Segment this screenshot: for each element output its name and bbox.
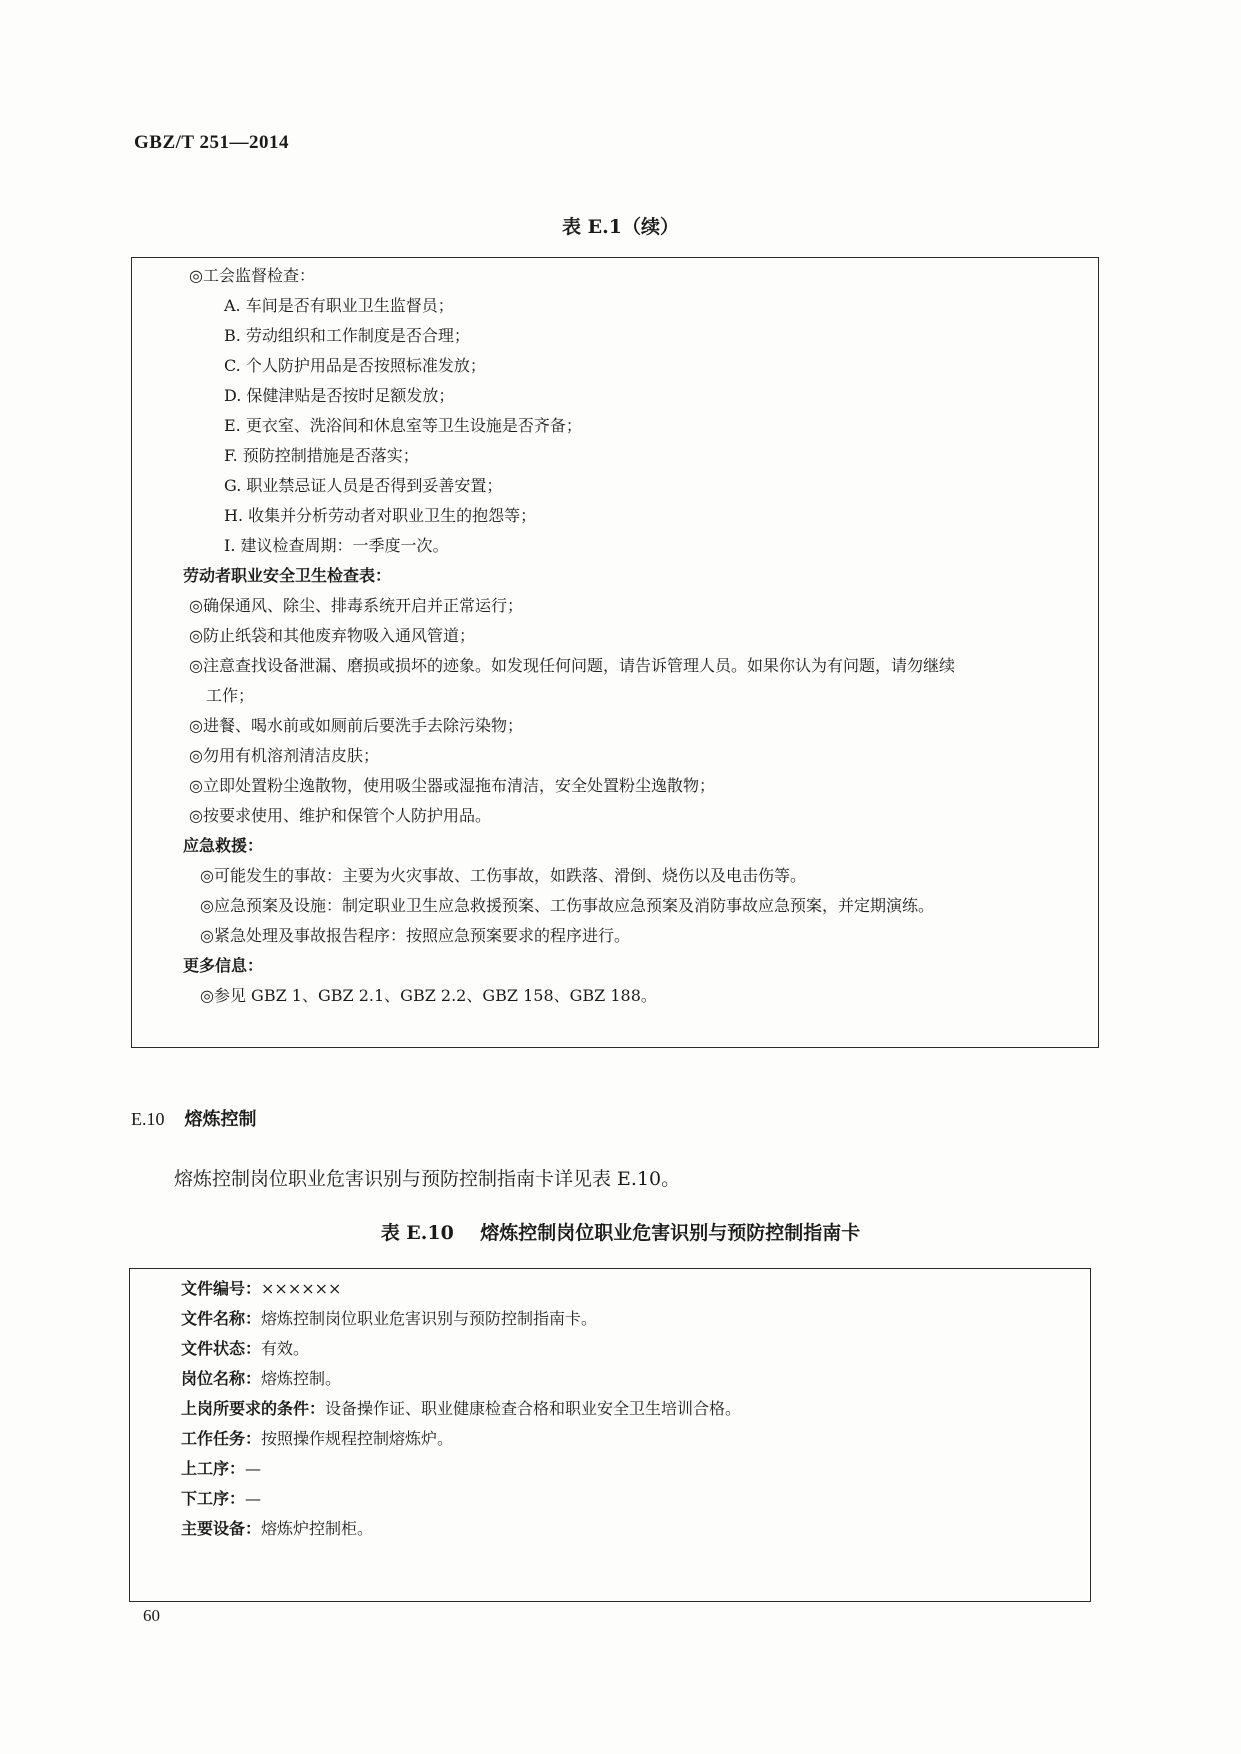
- field-value: —: [245, 1459, 262, 1478]
- field-label: 主要设备：: [181, 1519, 262, 1538]
- list-item: B. 劳动组织和工作制度是否合理；: [224, 326, 470, 345]
- section-heading: [131, 1105, 257, 1131]
- list-item: A. 车间是否有职业卫生监督员；: [224, 296, 454, 315]
- page-number: 60: [143, 1606, 160, 1625]
- table-e10-box: [129, 1268, 1091, 1602]
- list-item: H. 收集并分析劳动者对职业卫生的抱怨等；: [224, 506, 537, 525]
- field-label: 下工序：: [181, 1489, 246, 1508]
- list-item: ◎应急预案及设施：制定职业卫生应急救援预案、工伤事故应急预案及消防事故应急预案，并定期演练。: [200, 896, 934, 915]
- table-row: [181, 1459, 261, 1479]
- field-value: 有效。: [261, 1339, 310, 1358]
- table-row: [181, 1429, 453, 1449]
- more-info-title: 更多信息：: [183, 956, 264, 975]
- list-item: D. 保健津贴是否按时足额发放；: [224, 386, 455, 405]
- field-value: 设备操作证、职业健康检查合格和职业安全卫生培训合格。: [325, 1399, 742, 1418]
- table-row: [181, 1489, 261, 1509]
- field-label: 文件编号：: [181, 1279, 262, 1298]
- field-label: 文件状态：: [181, 1339, 262, 1358]
- list-item: ◎勿用有机溶剂清洁皮肤；: [189, 746, 379, 765]
- field-value: 熔炼炉控制柜。: [261, 1519, 374, 1538]
- list-item: ◎参见 GBZ 1、GBZ 2.1、GBZ 2.2、GBZ 158、GBZ 188。: [200, 986, 657, 1005]
- list-item: ◎进餐、喝水前或如厕前后要洗手去除污染物；: [189, 716, 523, 735]
- table-row: [181, 1339, 309, 1359]
- field-value: —: [245, 1489, 262, 1508]
- list-item: I. 建议检查周期：一季度一次。: [224, 536, 449, 555]
- section-title: 熔炼控制: [184, 1109, 257, 1130]
- table-e10-caption: 表 E.10 熔炼控制岗位职业危害识别与预防控制指南卡: [380, 1222, 861, 1244]
- table-row: [181, 1309, 597, 1329]
- worker-checklist-title: 劳动者职业安全卫生检查表：: [183, 566, 392, 585]
- table-row: [181, 1399, 741, 1419]
- table-e1-caption: 表 E.1（续）: [562, 216, 679, 238]
- field-value: 熔炼控制。: [261, 1369, 342, 1388]
- field-label: 工作任务：: [181, 1429, 262, 1448]
- union-supervision-title: ◎工会监督检查：: [189, 266, 315, 285]
- section-number: E.10: [131, 1109, 165, 1129]
- table-row: [181, 1369, 341, 1389]
- list-item: C. 个人防护用品是否按照标准发放；: [224, 356, 486, 375]
- list-item: ◎紧急处理及事故报告程序：按照应急预案要求的程序进行。: [200, 926, 630, 945]
- list-item: ◎立即处置粉尘逸散物，使用吸尘器或湿拖布清洁，安全处置粉尘逸散物；: [189, 776, 715, 795]
- section-paragraph: 熔炼控制岗位职业危害识别与预防控制指南卡详见表 E.10。: [174, 1168, 681, 1190]
- list-item: F. 预防控制措施是否落实；: [224, 446, 419, 465]
- field-label: 岗位名称：: [181, 1369, 262, 1388]
- document-code: GBZ/T 251—2014: [134, 132, 289, 153]
- field-label: 上岗所要求的条件：: [181, 1399, 326, 1418]
- list-item: ◎防止纸袋和其他废弃物吸入通风管道；: [189, 626, 475, 645]
- field-value: ××××××: [261, 1279, 342, 1298]
- list-item: E. 更衣室、洗浴间和休息室等卫生设施是否齐备；: [224, 416, 582, 435]
- field-label: 文件名称：: [181, 1309, 262, 1328]
- list-item: ◎注意查找设备泄漏、磨损或损坏的迹象。如发现任何问题，请告诉管理人员。如果你认为有问题，请勿继续: [189, 656, 955, 675]
- field-label: 上工序：: [181, 1459, 246, 1478]
- field-value: 按照操作规程控制熔炼炉。: [261, 1429, 454, 1448]
- list-item: ◎可能发生的事故：主要为火灾事故、工伤事故，如跌落、滑倒、烧伤以及电击伤等。: [200, 866, 806, 885]
- table-row: [181, 1519, 373, 1539]
- table-row: [181, 1279, 341, 1299]
- list-item-continuation: 工作；: [206, 686, 255, 705]
- list-item: ◎确保通风、除尘、排毒系统开启并正常运行；: [189, 596, 523, 615]
- list-item: G. 职业禁忌证人员是否得到妥善安置；: [224, 476, 503, 495]
- field-value: 熔炼控制岗位职业危害识别与预防控制指南卡。: [261, 1309, 598, 1328]
- table-e1-continued-box: [131, 257, 1099, 1048]
- list-item: ◎按要求使用、维护和保管个人防护用品。: [189, 806, 491, 825]
- emergency-title: 应急救援：: [183, 836, 264, 855]
